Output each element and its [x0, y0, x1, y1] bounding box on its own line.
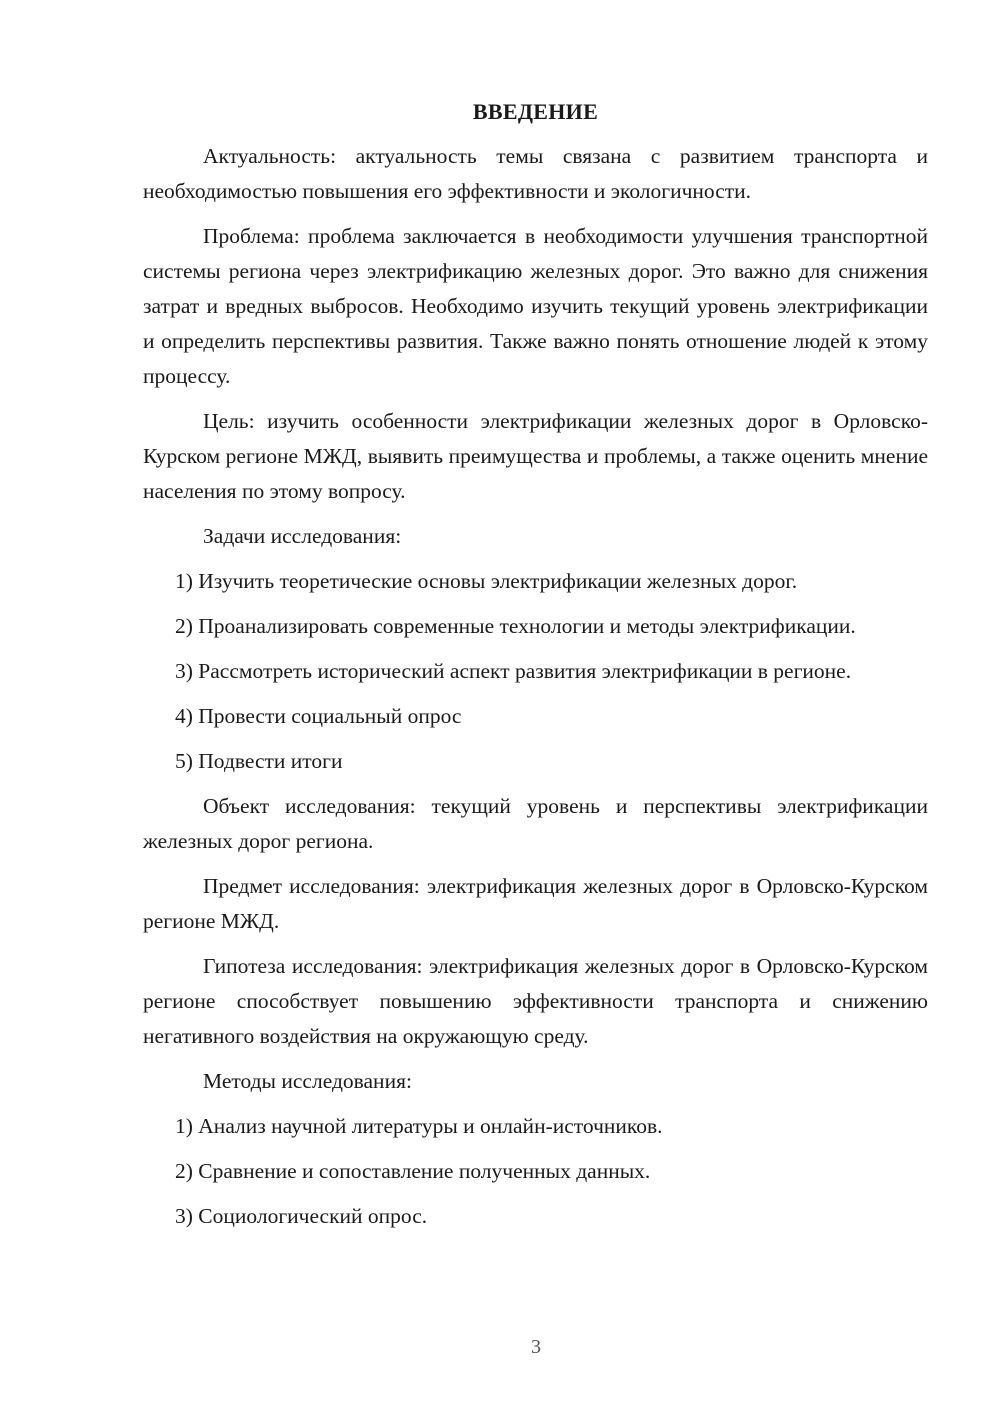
- goal-paragraph: Цель: изучить особенности электрификации железных дорог в Орловско-Курском регионе МЖД, выявить преимущества и проблемы, а также оценить мнение населения по этому вопросу.: [143, 409, 928, 503]
- hypothesis-paragraph: Гипотеза исследования: электрификация железных дорог в Орловско-Курском регионе способствует повышению эффективности транспорта и снижению негативного воздействия на окружающую среду.: [143, 954, 928, 1048]
- methods-heading: Методы исследования:: [203, 1069, 412, 1093]
- task-item-3: 3) Рассмотреть исторический аспект развития электрификации в регионе.: [175, 659, 852, 683]
- method-item-1: 1) Анализ научной литературы и онлайн-источников.: [175, 1114, 663, 1138]
- task-item-4: 4) Провести социальный опрос: [175, 704, 462, 728]
- subject-paragraph: Предмет исследования: электрификация железных дорог в Орловско-Курском регионе МЖД.: [143, 874, 928, 933]
- task-item-1: 1) Изучить теоретические основы электрификации железных дорог.: [175, 569, 798, 593]
- problem-paragraph: Проблема: проблема заключается в необходимости улучшения транспортной системы региона через электрификацию железных дорог. Это важно для снижения затрат и вредных выбросов. Необходимо изучить текущий уровень электрификации и определить перспективы развития. Также важно понять отношение людей к этому процессу.: [143, 224, 928, 388]
- method-item-2: 2) Сравнение и сопоставление полученных данных.: [175, 1159, 651, 1183]
- task-item-5: 5) Подвести итоги: [175, 749, 343, 773]
- document-page: [143, 97, 928, 1234]
- object-paragraph: Объект исследования: текущий уровень и перспективы электрификации железных дорог региона.: [143, 794, 928, 853]
- section-title: ВВЕДЕНИЕ: [472, 99, 599, 124]
- method-item-3: 3) Социологический опрос.: [175, 1204, 428, 1228]
- tasks-heading: Задачи исследования:: [203, 524, 402, 548]
- page-number: 3: [531, 1336, 541, 1358]
- relevance-paragraph: Актуальность: актуальность темы связана с развитием транспорта и необходимостью повышения его эффективности и экологичности.: [143, 144, 928, 203]
- task-item-2: 2) Проанализировать современные технологии и методы электрификации.: [175, 614, 856, 638]
